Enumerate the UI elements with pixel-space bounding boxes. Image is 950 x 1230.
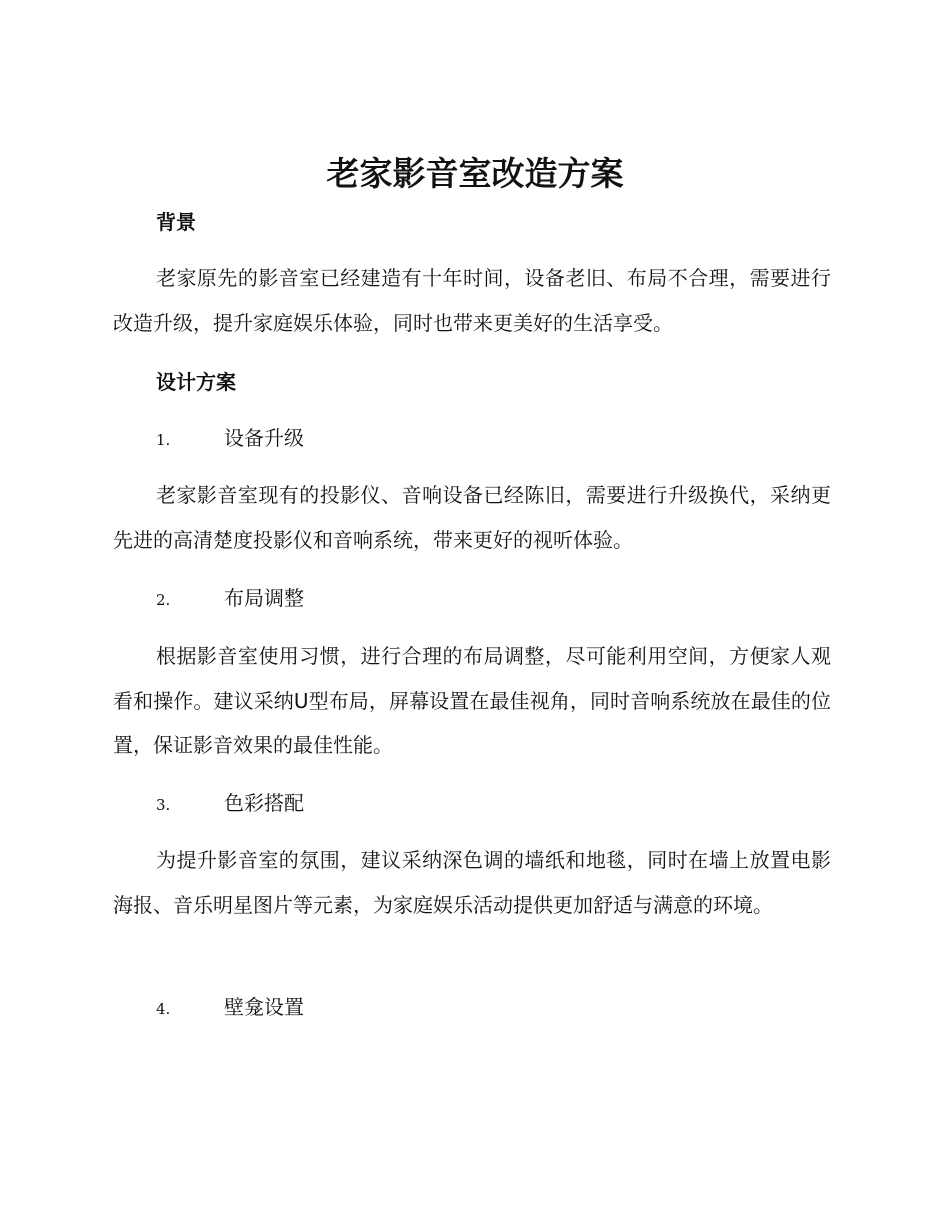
document-title: 老家影音室改造方案 [326,154,624,193]
background-paragraph: 老家原先的影音室已经建造有十年时间，设备老旧、布局不合理，需要进行改造升级，提升家庭娱乐体验，同时也带来更美好的生活享受。 [113,266,831,335]
list-item-label: 设备升级 [224,426,304,450]
list-item-number: 3. [156,796,171,814]
list-item-label: 色彩搭配 [224,791,304,815]
list-item-label: 布局调整 [224,586,304,610]
item-3-paragraph: 为提升影音室的氛围，建议采纳深色调的墙纸和地毯，同时在墙上放置电影海报、音乐明星图片等元素，为家庭娱乐活动提供更加舒适与满意的环境。 [113,848,831,917]
list-item-label: 壁龛设置 [224,995,304,1019]
list-item-number: 4. [156,1000,171,1018]
item-2-paragraph: 根据影音室使用习惯，进行合理的布局调整，尽可能利用空间，方便家人观看和操作。建议采纳U型布局，屏幕设置在最佳视角，同时音响系统放在最佳的位置，保证影音效果的最佳性能。 [113,644,831,757]
list-item-4 [156,992,304,1024]
list-item-2 [156,583,304,615]
list-item-1 [156,423,304,455]
item-1-paragraph: 老家影音室现有的投影仪、音响设备已经陈旧，需要进行升级换代，采纳更先进的高清楚度投影仪和音响系统，带来更好的视听体验。 [113,483,831,552]
list-item-number: 2. [156,591,171,609]
section-heading-design: 设计方案 [156,370,236,394]
list-item-number: 1. [156,431,171,449]
section-heading-background: 背景 [156,210,196,234]
list-item-3 [156,788,304,820]
